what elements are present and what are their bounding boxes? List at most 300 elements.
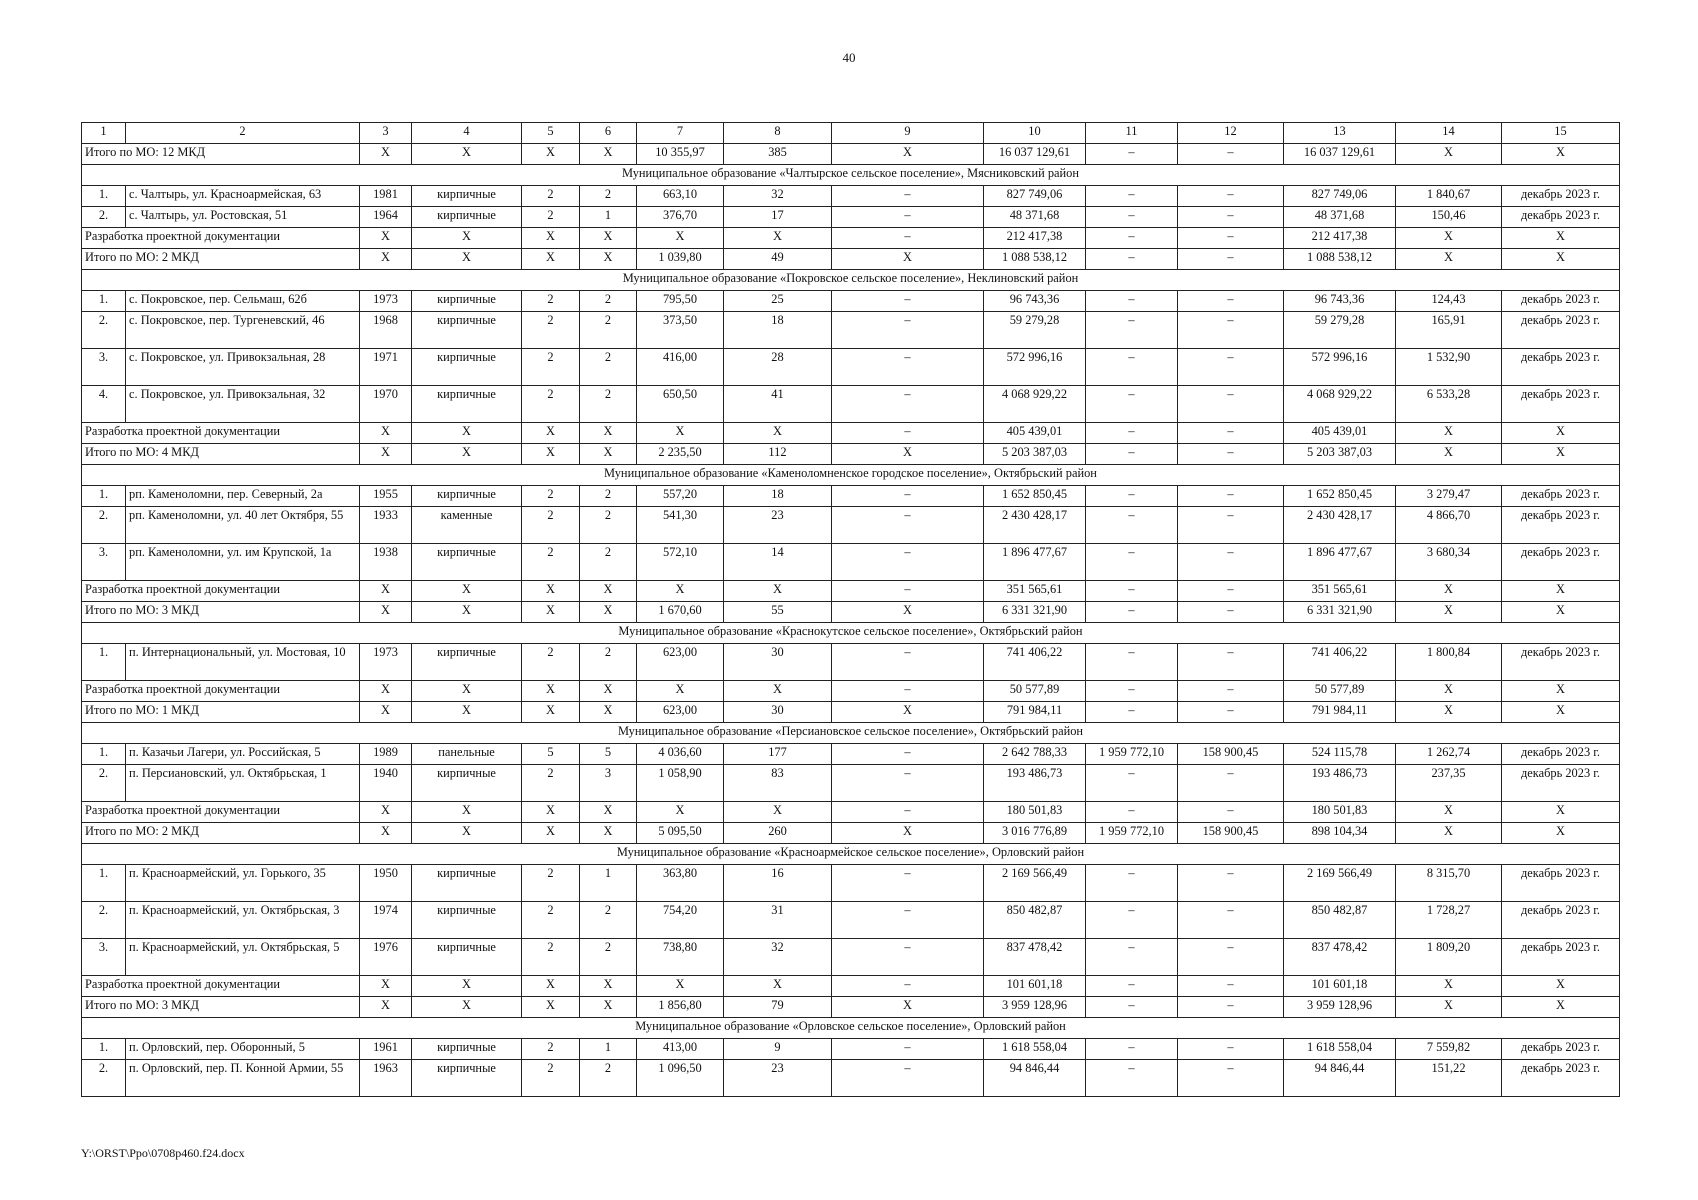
table-row	[82, 544, 1620, 581]
table-cell: 351 565,61	[1284, 581, 1396, 602]
table-cell: 1973	[360, 291, 412, 312]
table-cell: –	[832, 802, 984, 823]
table-cell: –	[1178, 144, 1284, 165]
table-cell: 1 088 538,12	[984, 249, 1086, 270]
table-cell: X	[360, 144, 412, 165]
table-cell: 101 601,18	[1284, 976, 1396, 997]
table-cell: X	[580, 444, 637, 465]
table-cell: –	[1178, 765, 1284, 802]
table-cell: 212 417,38	[1284, 228, 1396, 249]
table-cell: –	[832, 312, 984, 349]
municipality-name: Муниципальное образование «Красноармейское сельское поселение», Орловский район	[82, 844, 1620, 865]
table-cell: –	[1086, 644, 1178, 681]
table-cell: –	[1178, 228, 1284, 249]
table-cell: 1 959 772,10	[1086, 823, 1178, 844]
table-row	[82, 207, 1620, 228]
table-cell: X	[522, 997, 580, 1018]
table-cell: –	[832, 486, 984, 507]
table-cell: 1 670,60	[637, 602, 724, 623]
table-cell: –	[832, 349, 984, 386]
table-cell: 1989	[360, 744, 412, 765]
table-cell: декабрь 2023 г.	[1502, 1060, 1620, 1097]
summary-row	[82, 581, 1620, 602]
table-cell: X	[412, 249, 522, 270]
summary-row	[82, 823, 1620, 844]
table-cell: –	[1086, 507, 1178, 544]
table-cell: 1 532,90	[1396, 349, 1502, 386]
table-cell: X	[1502, 976, 1620, 997]
table-cell: X	[832, 444, 984, 465]
table-cell: 2	[580, 902, 637, 939]
table-cell: –	[1086, 144, 1178, 165]
table-cell: 557,20	[637, 486, 724, 507]
table-cell: 32	[724, 939, 832, 976]
table-cell: –	[1086, 444, 1178, 465]
table-cell: 158 900,45	[1178, 823, 1284, 844]
table-cell: 363,80	[637, 865, 724, 902]
table-cell: X	[580, 681, 637, 702]
table-cell: –	[1178, 291, 1284, 312]
table-cell: 41	[724, 386, 832, 423]
table-cell: X	[724, 681, 832, 702]
table-cell: 623,00	[637, 644, 724, 681]
table-cell: 850 482,87	[984, 902, 1086, 939]
table-cell: 1 800,84	[1396, 644, 1502, 681]
summary-label: Разработка проектной документации	[82, 228, 360, 249]
table-cell: –	[1086, 249, 1178, 270]
table-cell: 351 565,61	[984, 581, 1086, 602]
table-cell: X	[1502, 602, 1620, 623]
table-cell: X	[832, 602, 984, 623]
table-cell: кирпичные	[412, 312, 522, 349]
table-cell: 741 406,22	[1284, 644, 1396, 681]
table-cell: декабрь 2023 г.	[1502, 312, 1620, 349]
municipality-section-row	[82, 1018, 1620, 1039]
table-cell: X	[412, 702, 522, 723]
table-cell: –	[832, 581, 984, 602]
table-cell: 177	[724, 744, 832, 765]
table-cell: кирпичные	[412, 865, 522, 902]
table-cell: –	[832, 1039, 984, 1060]
row-number: 2.	[82, 1060, 126, 1097]
table-cell: 14	[724, 544, 832, 581]
table-cell: 1 262,74	[1396, 744, 1502, 765]
column-number: 10	[984, 123, 1086, 144]
table-cell: –	[1178, 349, 1284, 386]
table-cell: –	[1178, 1039, 1284, 1060]
table-cell: X	[522, 249, 580, 270]
table-cell: 31	[724, 902, 832, 939]
table-cell: 541,30	[637, 507, 724, 544]
table-cell: X	[580, 976, 637, 997]
table-row	[82, 744, 1620, 765]
table-row	[82, 291, 1620, 312]
table-cell: декабрь 2023 г.	[1502, 486, 1620, 507]
table-cell: X	[522, 444, 580, 465]
table-cell: X	[1502, 702, 1620, 723]
table-cell: 79	[724, 997, 832, 1018]
summary-row	[82, 681, 1620, 702]
table-cell: X	[522, 602, 580, 623]
table-cell: –	[832, 291, 984, 312]
table-cell: X	[580, 602, 637, 623]
column-number: 12	[1178, 123, 1284, 144]
table-cell: –	[1178, 423, 1284, 444]
table-cell: 150,46	[1396, 207, 1502, 228]
table-cell: 405 439,01	[984, 423, 1086, 444]
table-cell: 2	[580, 312, 637, 349]
address-cell: с. Чалтырь, ул. Красноармейская, 63	[126, 186, 360, 207]
table-cell: X	[637, 228, 724, 249]
table-cell: –	[1086, 997, 1178, 1018]
table-cell: X	[637, 976, 724, 997]
table-cell: кирпичные	[412, 902, 522, 939]
table-cell: кирпичные	[412, 1060, 522, 1097]
table-cell: –	[1086, 902, 1178, 939]
summary-row	[82, 702, 1620, 723]
table-cell: 101 601,18	[984, 976, 1086, 997]
table-cell: –	[832, 507, 984, 544]
table-cell: 1938	[360, 544, 412, 581]
table-cell: 2 235,50	[637, 444, 724, 465]
table-cell: 28	[724, 349, 832, 386]
column-number: 5	[522, 123, 580, 144]
table-cell: 1973	[360, 644, 412, 681]
table-cell: X	[637, 581, 724, 602]
table-cell: –	[832, 544, 984, 581]
table-cell: –	[1178, 312, 1284, 349]
table-cell: декабрь 2023 г.	[1502, 207, 1620, 228]
table-cell: 1 896 477,67	[1284, 544, 1396, 581]
table-cell: 413,00	[637, 1039, 724, 1060]
table-cell: –	[1086, 1060, 1178, 1097]
table-row	[82, 939, 1620, 976]
row-number: 2.	[82, 765, 126, 802]
table-cell: 193 486,73	[984, 765, 1086, 802]
table-cell: 23	[724, 1060, 832, 1097]
column-number: 4	[412, 123, 522, 144]
table-cell: X	[1502, 423, 1620, 444]
table-cell: X	[637, 423, 724, 444]
table-cell: X	[1502, 823, 1620, 844]
summary-row	[82, 602, 1620, 623]
table-cell: декабрь 2023 г.	[1502, 386, 1620, 423]
table-cell: –	[1178, 702, 1284, 723]
table-cell: X	[412, 997, 522, 1018]
table-cell: –	[832, 765, 984, 802]
table-row	[82, 865, 1620, 902]
table-cell: X	[522, 581, 580, 602]
table-cell: X	[360, 802, 412, 823]
column-number-row	[82, 123, 1620, 144]
summary-label: Итого по МО: 12 МКД	[82, 144, 360, 165]
municipality-name: Муниципальное образование «Краснокутское сельское поселение», Октябрьский район	[82, 623, 1620, 644]
table-cell: –	[1086, 581, 1178, 602]
municipality-name: Муниципальное образование «Чалтырское сельское поселение», Мясниковский район	[82, 165, 1620, 186]
summary-row	[82, 997, 1620, 1018]
row-number: 1.	[82, 186, 126, 207]
table-cell: X	[580, 249, 637, 270]
table-cell: 112	[724, 444, 832, 465]
address-cell: с. Покровское, ул. Привокзальная, 32	[126, 386, 360, 423]
address-cell: с. Покровское, ул. Привокзальная, 28	[126, 349, 360, 386]
table-cell: –	[1086, 486, 1178, 507]
table-cell: X	[580, 423, 637, 444]
table-cell: 16	[724, 865, 832, 902]
table-cell: X	[522, 144, 580, 165]
table-cell: X	[522, 423, 580, 444]
table-cell: 193 486,73	[1284, 765, 1396, 802]
table-cell: X	[1396, 581, 1502, 602]
table-cell: X	[522, 681, 580, 702]
table-cell: 827 749,06	[1284, 186, 1396, 207]
table-cell: 1 840,67	[1396, 186, 1502, 207]
table-cell: X	[360, 976, 412, 997]
table-cell: 48 371,68	[1284, 207, 1396, 228]
table-cell: кирпичные	[412, 486, 522, 507]
table-cell: X	[580, 702, 637, 723]
table-cell: 17	[724, 207, 832, 228]
table-cell: –	[832, 423, 984, 444]
table-cell: 837 478,42	[984, 939, 1086, 976]
table-cell: 32	[724, 186, 832, 207]
municipality-section-row	[82, 623, 1620, 644]
table-cell: X	[580, 144, 637, 165]
table-cell: 2	[522, 386, 580, 423]
table-cell: 30	[724, 644, 832, 681]
row-number: 2.	[82, 312, 126, 349]
table-cell: 10 355,97	[637, 144, 724, 165]
table-cell: 1961	[360, 1039, 412, 1060]
municipality-section-row	[82, 165, 1620, 186]
table-cell: X	[360, 823, 412, 844]
table-cell: 4 068 929,22	[1284, 386, 1396, 423]
table-cell: –	[832, 644, 984, 681]
row-number: 4.	[82, 386, 126, 423]
table-cell: 94 846,44	[984, 1060, 1086, 1097]
table-cell: 376,70	[637, 207, 724, 228]
table-cell: каменные	[412, 507, 522, 544]
table-cell: 16 037 129,61	[1284, 144, 1396, 165]
table-cell: кирпичные	[412, 544, 522, 581]
column-number: 3	[360, 123, 412, 144]
table-cell: кирпичные	[412, 349, 522, 386]
table-cell: –	[1086, 207, 1178, 228]
column-number: 2	[126, 123, 360, 144]
table-cell: 405 439,01	[1284, 423, 1396, 444]
address-cell: п. Красноармейский, ул. Октябрьская, 5	[126, 939, 360, 976]
table-cell: 25	[724, 291, 832, 312]
table-cell: 2 642 788,33	[984, 744, 1086, 765]
table-cell: 1	[580, 865, 637, 902]
table-cell: X	[412, 823, 522, 844]
table-cell: X	[724, 581, 832, 602]
table-cell: 3 959 128,96	[984, 997, 1086, 1018]
municipality-name: Муниципальное образование «Каменоломненское городское поселение», Октябрьский район	[82, 465, 1620, 486]
table-cell: 1 096,50	[637, 1060, 724, 1097]
table-cell: 3	[580, 765, 637, 802]
table-cell: декабрь 2023 г.	[1502, 349, 1620, 386]
table-cell: –	[1178, 939, 1284, 976]
column-number: 8	[724, 123, 832, 144]
table-cell: 2	[580, 507, 637, 544]
table-cell: 1940	[360, 765, 412, 802]
table-cell: декабрь 2023 г.	[1502, 939, 1620, 976]
table-cell: –	[832, 865, 984, 902]
table-cell: панельные	[412, 744, 522, 765]
table-cell: 180 501,83	[1284, 802, 1396, 823]
table-cell: X	[412, 976, 522, 997]
table-cell: 2	[580, 544, 637, 581]
table-cell: 2	[522, 1039, 580, 1060]
address-cell: с. Покровское, пер. Тургеневский, 46	[126, 312, 360, 349]
table-row	[82, 312, 1620, 349]
table-cell: 49	[724, 249, 832, 270]
table-cell: X	[412, 602, 522, 623]
table-cell: 1968	[360, 312, 412, 349]
address-cell: п. Орловский, пер. Оборонный, 5	[126, 1039, 360, 1060]
table-cell: кирпичные	[412, 207, 522, 228]
table-cell: 3 016 776,89	[984, 823, 1086, 844]
table-cell: –	[832, 976, 984, 997]
table-cell: кирпичные	[412, 765, 522, 802]
row-number: 2.	[82, 507, 126, 544]
column-number: 11	[1086, 123, 1178, 144]
summary-label: Итого по МО: 2 МКД	[82, 823, 360, 844]
municipality-name: Муниципальное образование «Персиановское сельское поселение», Октябрьский район	[82, 723, 1620, 744]
summary-row	[82, 976, 1620, 997]
column-number: 7	[637, 123, 724, 144]
table-cell: –	[832, 386, 984, 423]
table-cell: декабрь 2023 г.	[1502, 865, 1620, 902]
table-cell: декабрь 2023 г.	[1502, 291, 1620, 312]
table-cell: 4 866,70	[1396, 507, 1502, 544]
table-cell: декабрь 2023 г.	[1502, 744, 1620, 765]
address-cell: с. Чалтырь, ул. Ростовская, 51	[126, 207, 360, 228]
column-number: 6	[580, 123, 637, 144]
table-cell: 237,35	[1396, 765, 1502, 802]
table-cell: X	[1502, 144, 1620, 165]
summary-row	[82, 228, 1620, 249]
summary-row	[82, 249, 1620, 270]
table-cell: X	[1502, 802, 1620, 823]
table-cell: 1 856,80	[637, 997, 724, 1018]
table-cell: –	[1178, 976, 1284, 997]
table-row	[82, 644, 1620, 681]
table-cell: –	[1086, 602, 1178, 623]
table-row	[82, 1039, 1620, 1060]
table-cell: X	[832, 249, 984, 270]
address-cell: п. Интернациональный, ул. Мостовая, 10	[126, 644, 360, 681]
summary-label: Итого по МО: 3 МКД	[82, 602, 360, 623]
table-cell: –	[832, 939, 984, 976]
table-cell: X	[1396, 997, 1502, 1018]
table-cell: 650,50	[637, 386, 724, 423]
table-cell: X	[580, 581, 637, 602]
table-cell: X	[832, 997, 984, 1018]
table-row	[82, 902, 1620, 939]
table-row	[82, 765, 1620, 802]
table-cell: X	[412, 228, 522, 249]
table-cell: 5 203 387,03	[984, 444, 1086, 465]
table-cell: 827 749,06	[984, 186, 1086, 207]
table-cell: 1981	[360, 186, 412, 207]
table-row	[82, 1060, 1620, 1097]
table-cell: –	[1086, 386, 1178, 423]
table-cell: 3 279,47	[1396, 486, 1502, 507]
table-cell: 3 680,34	[1396, 544, 1502, 581]
table-cell: 791 984,11	[1284, 702, 1396, 723]
table-cell: 260	[724, 823, 832, 844]
table-cell: –	[832, 186, 984, 207]
table-cell: 2	[522, 312, 580, 349]
address-cell: п. Красноармейский, ул. Октябрьская, 3	[126, 902, 360, 939]
table-cell: 2	[580, 291, 637, 312]
column-number: 9	[832, 123, 984, 144]
table-cell: –	[1178, 544, 1284, 581]
table-cell: –	[1178, 581, 1284, 602]
table-cell: декабрь 2023 г.	[1502, 902, 1620, 939]
table-cell: 385	[724, 144, 832, 165]
summary-label: Итого по МО: 2 МКД	[82, 249, 360, 270]
row-number: 3.	[82, 939, 126, 976]
table-cell: 4 036,60	[637, 744, 724, 765]
table-cell: 1 652 850,45	[1284, 486, 1396, 507]
table-cell: 2	[580, 644, 637, 681]
table-cell: X	[412, 423, 522, 444]
table-cell: –	[832, 1060, 984, 1097]
table-cell: X	[1502, 997, 1620, 1018]
row-number: 2.	[82, 902, 126, 939]
summary-label: Разработка проектной документации	[82, 581, 360, 602]
table-cell: 30	[724, 702, 832, 723]
table-cell: X	[1396, 602, 1502, 623]
table-row	[82, 386, 1620, 423]
table-cell: 5 095,50	[637, 823, 724, 844]
table-cell: 5	[580, 744, 637, 765]
table-cell: 1974	[360, 902, 412, 939]
table-cell: X	[522, 702, 580, 723]
table-cell: –	[1086, 681, 1178, 702]
table-cell: X	[412, 681, 522, 702]
table-cell: 2	[522, 1060, 580, 1097]
table-cell: 1 896 477,67	[984, 544, 1086, 581]
column-number: 14	[1396, 123, 1502, 144]
summary-label: Итого по МО: 1 МКД	[82, 702, 360, 723]
row-number: 1.	[82, 865, 126, 902]
table-cell: –	[1086, 802, 1178, 823]
table-cell: 2	[522, 765, 580, 802]
table-cell: –	[1086, 349, 1178, 386]
table-cell: 850 482,87	[1284, 902, 1396, 939]
table-cell: 5	[522, 744, 580, 765]
table-cell: X	[360, 444, 412, 465]
table-cell: X	[580, 802, 637, 823]
table-cell: X	[580, 997, 637, 1018]
address-cell: п. Красноармейский, ул. Горького, 35	[126, 865, 360, 902]
table-cell: кирпичные	[412, 386, 522, 423]
row-number: 1.	[82, 744, 126, 765]
table-cell: 18	[724, 312, 832, 349]
table-cell: X	[360, 249, 412, 270]
summary-label: Разработка проектной документации	[82, 802, 360, 823]
municipality-section-row	[82, 270, 1620, 291]
table-cell: X	[832, 702, 984, 723]
municipality-section-row	[82, 465, 1620, 486]
table-cell: 416,00	[637, 349, 724, 386]
table-cell: 1 618 558,04	[1284, 1039, 1396, 1060]
table-cell: X	[522, 976, 580, 997]
